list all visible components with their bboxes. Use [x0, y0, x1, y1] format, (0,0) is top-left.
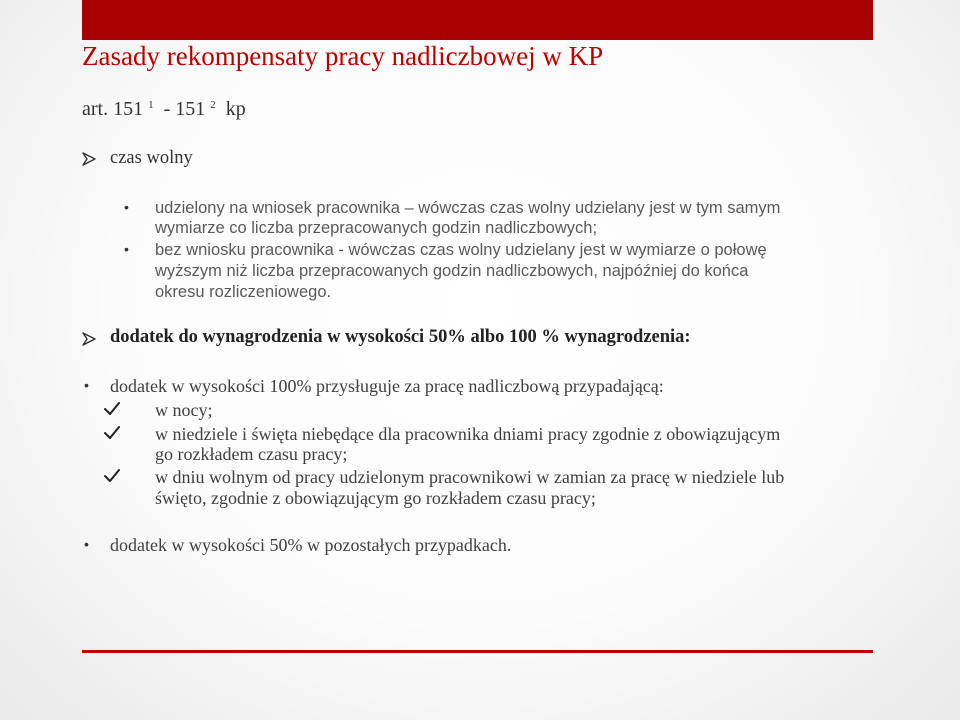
list-item-line: okresu rozliczeniowego. [155, 283, 332, 301]
list-item-line: wyższym niż liczba przepracowanych godzin nadliczbowych, najpóźniej do końca [155, 262, 749, 280]
arrow-bullet-icon [82, 152, 96, 166]
checkmark-icon [104, 426, 120, 440]
check-item-line: w dniu wolnym od pracy udzielonym pracownikowi w zamian za pracę w niedziele lub [155, 467, 785, 487]
arrow-bullet-icon [82, 332, 96, 346]
check-item-line: w niedziele i święta niebędące dla pracownika dniami pracy zgodnie z obowiązującym [155, 424, 781, 444]
article-reference [82, 98, 246, 121]
list-item-100: dodatek w wysokości 100% przysługuje za pracę nadliczbową przypadającą: [110, 376, 664, 396]
dot-bullet-icon: • [124, 241, 129, 257]
slide-title: Zasady rekompensaty pracy nadliczbowej w KP [82, 41, 604, 71]
check-item-line: go rozkładem czasu pracy; [155, 444, 348, 464]
footer-divider [82, 650, 873, 653]
check-item-line: święto, zgodnie z obowiązującym go rozkładem czasu pracy; [155, 488, 596, 508]
dot-bullet-icon: • [124, 199, 129, 215]
dot-bullet-icon: • [84, 377, 89, 393]
section-heading-czas-wolny: czas wolny [110, 148, 193, 168]
header-bar [82, 0, 873, 40]
article-prefix: art. 151 [82, 98, 144, 120]
checkmark-icon [104, 469, 120, 483]
list-item-line: udzielony na wniosek pracownika – wówczas czas wolny udzielany jest w tym samym [155, 199, 781, 217]
list-item-line: wymiarze co liczba przepracowanych godzin nadliczbowych; [155, 219, 598, 237]
section-heading-dodatek: dodatek do wynagrodzenia w wysokości 50% albo 100 % wynagrodzenia: [110, 327, 691, 347]
article-sup-2: 2 [210, 99, 216, 112]
list-item-50: dodatek w wysokości 50% w pozostałych przypadkach. [110, 535, 512, 555]
list-item-line: bez wniosku pracownika - wówczas czas wolny udzielany jest w wymiarze o połowę [155, 241, 767, 259]
checkmark-icon [104, 402, 120, 416]
article-suffix: kp [225, 98, 246, 120]
article-middle: - 151 [163, 98, 206, 120]
dot-bullet-icon: • [84, 536, 89, 552]
check-item-line: w nocy; [155, 400, 213, 420]
article-sup-1: 1 [148, 99, 154, 112]
